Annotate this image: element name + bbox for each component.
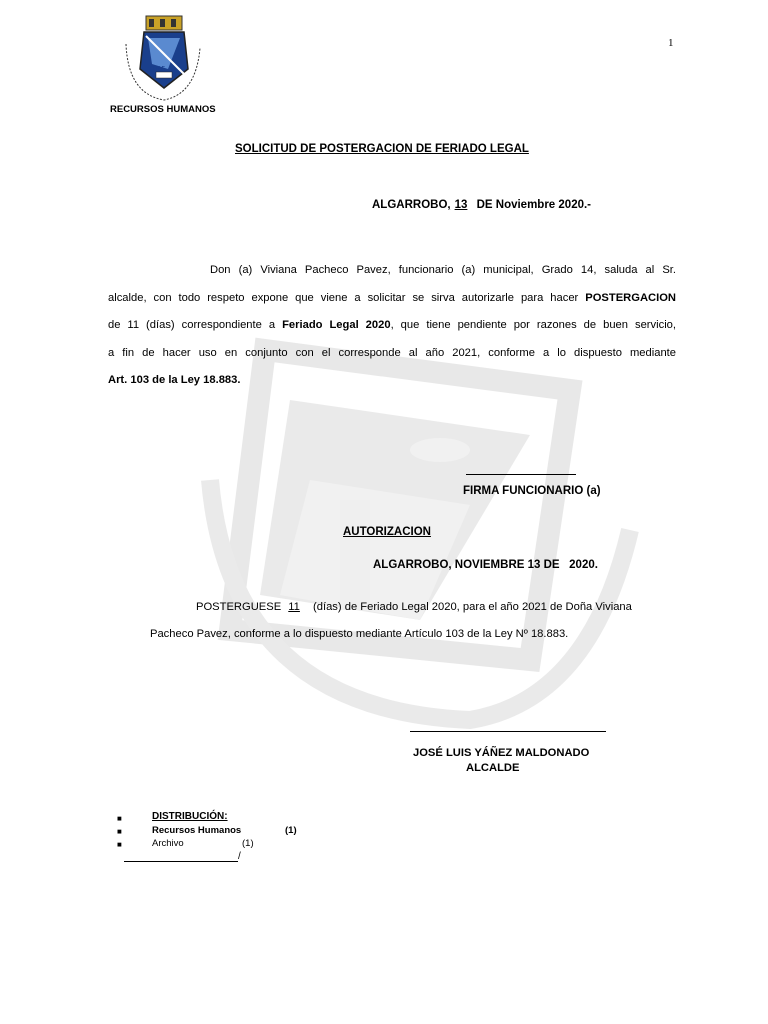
body-line-1: Don (a) Viviana Pacheco Pavez, funcionario (a) municipal, Grado 14, saluda al Sr. [210,264,676,276]
authorization-text-b: (días) de Feriado Legal 2020, para el año 2021 de Doña Viviana [313,601,632,613]
date-prefix: ALGARROBO [372,199,448,211]
authorization-line-2: Pacheco Pavez, conforme a lo dispuesto mediante Artículo 103 de la Ley Nº 18.883. [150,628,569,640]
mayor-name: JOSÉ LUIS YÁÑEZ MALDONADO [413,747,590,759]
department-label: RECURSOS HUMANOS [110,104,216,115]
authorization-date: ALGARROBO, NOVIEMBRE 13 DE 2020. [373,559,598,571]
body-feriado: Feriado Legal 2020 [282,319,391,331]
bullet-icon: ■ [117,840,122,849]
document-title: SOLICITUD DE POSTERGACION DE FERIADO LEGAL [235,143,529,155]
page-number: 1 [668,37,674,49]
date-suffix: DE Noviembre 2020.- [476,199,592,211]
posterguese-label: POSTERGUESE [196,601,282,613]
body-line-3-a: de 11 (días) correspondiente a [108,319,276,331]
employee-signature-line [466,474,576,475]
posterguese-days: 11 [288,601,300,613]
distribution-heading: DISTRIBUCIÓN: [152,811,228,822]
date-day: 13 [454,199,468,211]
distribution-item-count: (1) [242,838,254,849]
distribution-item-label: Archivo [152,838,184,849]
body-line-5: Art. 103 de la Ley 18.883. [108,374,241,386]
mayor-signature-line [410,731,606,732]
body-line-2 [108,285,676,313]
bullet-icon: ■ [117,827,122,836]
mayor-title: ALCALDE [466,762,520,774]
distribution-item-label: Recursos Humanos [152,825,242,836]
authorization-line-1 [196,601,632,613]
logo-caption: CHILE [150,66,165,72]
distribution-item-count: (1) [285,825,297,836]
body-postergacion: POSTERGACION [585,291,677,304]
distribution-trailer: / [238,851,241,862]
distribution-underline [124,861,238,862]
date-comma: , [447,199,451,211]
date-line [372,199,591,211]
request-body [108,257,676,395]
authorization-heading: AUTORIZACION [343,526,431,538]
body-line-4: a fin de hacer uso en conjunto con el corresponde al año 2021, conforme a lo dispuesto mediante [108,346,676,359]
municipality-logo [118,14,206,106]
employee-signature-label: FIRMA FUNCIONARIO (a) [463,485,601,497]
body-line-3 [108,312,676,340]
body-line-3-c: , que tiene pendiente por razones de buen servicio, [390,319,677,331]
bullet-icon: ■ [117,814,122,823]
body-line-2-text: alcalde, con todo respeto expone que viene a solicitar se sirva autorizarle para hacer [108,291,579,304]
